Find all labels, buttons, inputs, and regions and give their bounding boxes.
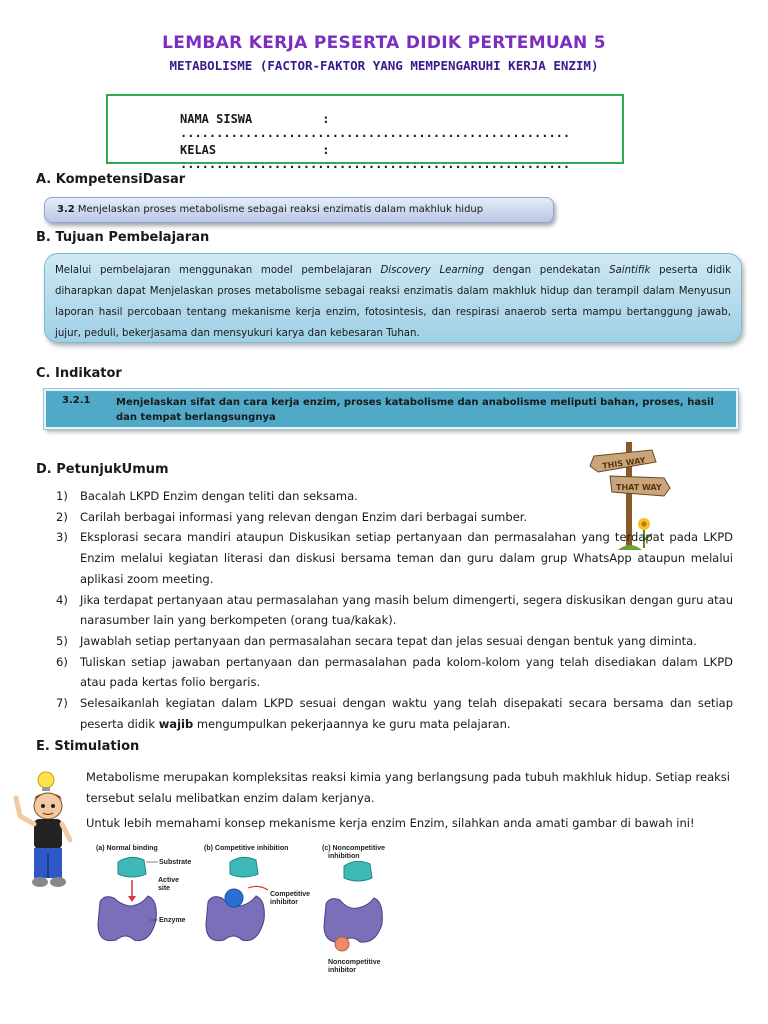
name-field[interactable]: : ...................................................... bbox=[180, 112, 571, 140]
indicator-box bbox=[44, 389, 738, 429]
indicator-code: 3.2.1 bbox=[62, 395, 91, 406]
objective-text-2: dengan pendekatan bbox=[484, 265, 610, 276]
name-row bbox=[180, 112, 622, 140]
enzyme-shape bbox=[98, 896, 156, 941]
objective-model: Discovery Learning bbox=[380, 265, 485, 276]
substrate-shape bbox=[118, 857, 146, 877]
stimulation-paragraph-1: Metabolisme merupakan kompleksitas reaksi kimia yang berlangsung pada tubuh makhluk hidup. Setiap reaksi tersebut selalu melibatkan enzim dalam kerjanya. bbox=[86, 770, 730, 805]
objective-text-3: peserta didik diharapkan dapat Menjelaskan proses metabolisme sebagai reaksi enzimatis dalam makhluk hidup dan terampil dalam Menyusun laporan hasil percobaan tentang mekanisme kerja enzim, fotosintesis, dan respirasi anaerob serta mampu bertanggung jawab, jujur, peduli, bekerjasama dan mensyukuri karya dan kebesaran Tuhan. bbox=[55, 265, 731, 339]
active-site-label-1: Active bbox=[158, 877, 180, 884]
substrate-shape bbox=[230, 857, 258, 877]
page-title: LEMBAR KERJA PESERTA DIDIK PERTEMUAN 5 bbox=[162, 33, 606, 53]
panel-a-label: (a) Normal binding bbox=[96, 845, 158, 852]
list-item: 6) Tuliskan setiap jawaban pertanyaan dan permasalahan pada kolom-kolom yang telah disediakan dalam LKPD atau pada kertas folio bergaris. bbox=[56, 654, 733, 690]
section-b-heading: B. Tujuan Pembelajaran bbox=[36, 230, 210, 245]
active-site-label-2: site bbox=[158, 885, 171, 892]
class-row bbox=[180, 143, 622, 171]
section-e-heading: E. Stimulation bbox=[36, 739, 140, 754]
enzyme-inhibition-figure bbox=[92, 840, 422, 980]
emphasis-wajib: wajib bbox=[158, 716, 194, 731]
kd-code: 3.2 bbox=[57, 204, 75, 215]
list-item: 7) Selesaikanlah kegiatan dalam LKPD sesuai dengan waktu yang telah disepakati secara bersama dan setiap peserta didik wajib mengumpulkan pekerjaannya ke guru mata pelajaran. bbox=[56, 696, 733, 731]
list-item: 2) Carilah berbagai informasi yang relevan dengan Enzim dari berbagai sumber. bbox=[56, 509, 528, 524]
list-item: 5) Jawablah setiap pertanyaan dan permasalahan secara tepat dan jelas sesuai dengan bentuk yang diminta. bbox=[56, 633, 697, 648]
lightbulb-icon bbox=[38, 772, 54, 788]
list-item: 4) Jika terdapat pertanyaan atau permasalahan yang masih belum dimengerti, segera diskusikan dengan guru atau narasumber lain yang berkompeten (orang tua/kakak). bbox=[56, 592, 733, 628]
panel-c-label-1: (c) Noncompetitive bbox=[322, 845, 386, 852]
sign-this-way-label: THIS WAY bbox=[601, 455, 646, 471]
noncompetitive-inhibitor-shape bbox=[335, 937, 349, 951]
page-subtitle: METABOLISME (FACTOR-FAKTOR YANG MEMPENGARUHI KERJA ENZIM) bbox=[169, 58, 599, 73]
kd-text: Menjelaskan proses metabolisme sebagai reaksi enzimatis dalam makhluk hidup bbox=[77, 204, 484, 215]
sign-that-way-label: THAT WAY bbox=[616, 483, 662, 492]
noncompetitive-inhibitor-label-1: Noncompetitive bbox=[328, 959, 381, 966]
panel-b-label: (b) Competitive inhibition bbox=[204, 845, 289, 852]
objective-text-1: Melalui pembelajaran menggunakan model pembelajaran bbox=[55, 265, 381, 276]
section-d-heading: D. PetunjukUmum bbox=[36, 462, 169, 477]
instruction-list bbox=[56, 486, 733, 734]
competitive-inhibitor-shape bbox=[225, 889, 243, 907]
indicator-text: Menjelaskan sifat dan cara kerja enzim, proses katabolisme dan anabolisme meliputi bahan, proses, hasil dan tempat berlangsungnya bbox=[116, 397, 714, 423]
student-identity-box bbox=[106, 94, 624, 171]
competitive-inhibitor-label-1: Competitive bbox=[270, 891, 311, 898]
panel-c-label-2: inhibition bbox=[328, 853, 360, 860]
student-thinking-illustration bbox=[12, 770, 78, 894]
list-item: 1) Bacalah LKPD Enzim dengan teliti dan seksama. bbox=[56, 489, 358, 503]
noncompetitive-inhibitor-label-2: inhibitor bbox=[328, 967, 356, 974]
list-item: 3) Eksplorasi secara mandiri ataupun Diskusikan setiap pertanyaan dan permasalahan yang terdapat pada LKPD Enzim melalui kegiatan literasi dan diskusi bersama teman dan guru dalam grup WhatsApp ataupun melalui aplikasi zoom meeting. bbox=[56, 530, 733, 586]
class-field[interactable]: : ...................................................... bbox=[180, 143, 571, 171]
class-label: KELAS bbox=[180, 143, 217, 157]
section-c-heading: C. Indikator bbox=[36, 366, 122, 381]
substrate-label: Substrate bbox=[159, 859, 192, 866]
enzyme-shape bbox=[324, 898, 382, 942]
enzyme-label: Enzyme bbox=[159, 917, 186, 924]
section-a-heading: A. KompetensiDasar bbox=[36, 172, 186, 187]
stimulation-paragraph-2: Untuk lebih memahami konsep mekanisme kerja enzim Enzim, silahkan anda amati gambar di bawah ini! bbox=[86, 816, 695, 830]
kompetensi-dasar-box bbox=[44, 197, 554, 223]
objective-approach: Saintifik bbox=[609, 265, 651, 276]
learning-objective-box bbox=[44, 253, 742, 343]
competitive-inhibitor-label-2: inhibitor bbox=[270, 899, 298, 906]
name-label: NAMA SISWA bbox=[180, 112, 253, 126]
substrate-shape bbox=[344, 861, 372, 881]
